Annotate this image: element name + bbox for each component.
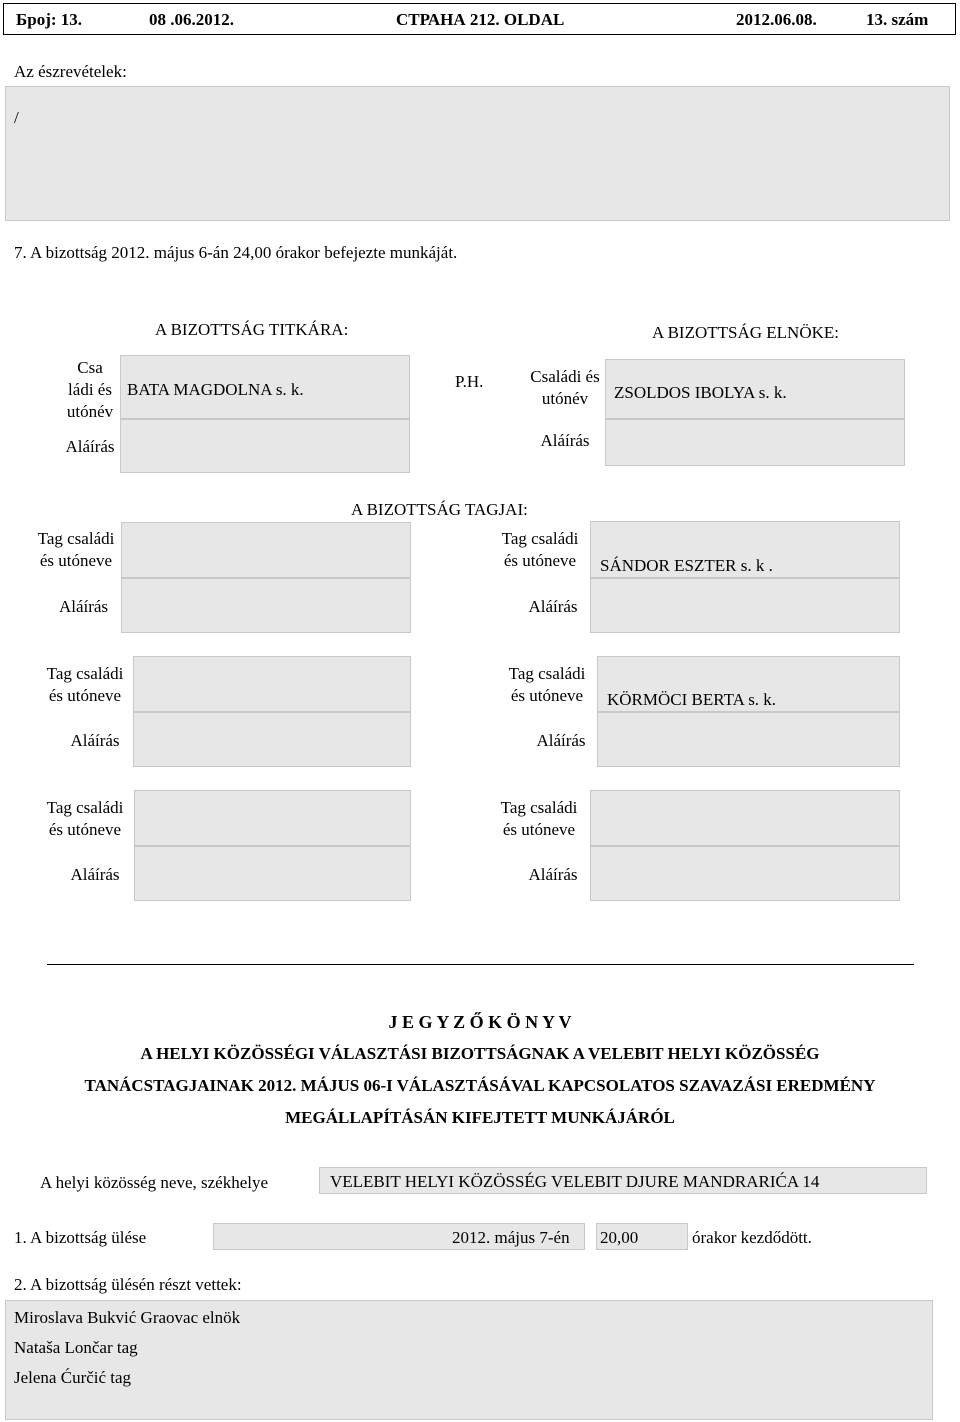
member-3-left-signature-field[interactable] bbox=[134, 846, 411, 901]
member-3-right-label: Tag családi és utóneve bbox=[500, 798, 578, 839]
issue-date-right: 2012.06.08. bbox=[736, 10, 817, 29]
president-signature-label: Aláírás bbox=[540, 431, 590, 450]
attendee-item: Miroslava Bukvić Graovac elnök bbox=[14, 1308, 241, 1327]
secretary-signature-label: Aláírás bbox=[65, 437, 115, 456]
member-2-right-label: Tag családi és utóneve bbox=[508, 664, 586, 705]
remarks-field[interactable] bbox=[5, 86, 950, 221]
community-label: A helyi közösség neve, székhelye bbox=[40, 1173, 269, 1192]
attendee-item: Jelena Ćurčić tag bbox=[14, 1368, 132, 1387]
member-2-left-name-field[interactable] bbox=[133, 656, 411, 712]
secretary-signature-field[interactable] bbox=[120, 419, 410, 473]
member-3-right-name-field[interactable] bbox=[590, 790, 900, 846]
member-2-left-label: Tag családi és utóneve bbox=[46, 664, 124, 705]
closing-line: 7. A bizottság 2012. május 6-án 24,00 órakor befejezte munkáját. bbox=[14, 243, 458, 262]
report-subtitle-line-3: MEGÁLLAPÍTÁSÁN KIFEJTETT MUNKÁJÁRÓL bbox=[285, 1108, 675, 1127]
member-2-name: KÖRMÖCI BERTA s. k. bbox=[607, 690, 777, 709]
president-name-label: Családi és utónév bbox=[530, 367, 600, 408]
issue-number-left: Број: 13. bbox=[16, 10, 83, 29]
member-2-right-signature-label: Aláírás bbox=[536, 731, 586, 750]
session-suffix: órakor kezdődött. bbox=[692, 1228, 812, 1247]
issue-date-left: 08 .06.2012. bbox=[149, 10, 234, 29]
session-date: 2012. május 7-én bbox=[452, 1228, 570, 1247]
members-heading: A BIZOTTSÁG TAGJAI: bbox=[351, 500, 528, 519]
president-heading: A BIZOTTSÁG ELNÖKE: bbox=[652, 323, 839, 342]
report-subtitle-line-1: A HELYI KÖZÖSSÉGI VÁLASZTÁSI BIZOTTSÁGNAK A VELEBIT HELYI KÖZÖSSÉG bbox=[140, 1044, 820, 1063]
member-2-left-signature-field[interactable] bbox=[133, 712, 411, 767]
remarks-value: / bbox=[14, 108, 19, 127]
member-3-left-name-field[interactable] bbox=[134, 790, 411, 846]
member-1-right-label: Tag családi és utóneve bbox=[501, 529, 579, 570]
member-1-name: SÁNDOR ESZTER s. k . bbox=[600, 556, 773, 575]
secretary-name: BATA MAGDOLNA s. k. bbox=[127, 380, 304, 399]
member-3-left-label: Tag családi és utóneve bbox=[46, 798, 124, 839]
remarks-label: Az észrevételek: bbox=[14, 62, 127, 81]
report-subtitle-line-2: TANÁCSTAGJAINAK 2012. MÁJUS 06-I VÁLASZTÁSÁVAL KAPCSOLATOS SZAVAZÁSI EREDMÉNY bbox=[84, 1076, 876, 1095]
president-name: ZSOLDOS IBOLYA s. k. bbox=[614, 383, 787, 402]
member-2-right-signature-field[interactable] bbox=[597, 712, 900, 767]
issue-number-right: 13. szám bbox=[866, 10, 929, 29]
member-3-left-signature-label: Aláírás bbox=[70, 865, 120, 884]
attendees-label: 2. A bizottság ülésén részt vettek: bbox=[14, 1275, 242, 1294]
member-2-left-signature-label: Aláírás bbox=[70, 731, 120, 750]
secretary-name-label: Csa ládi és utónév bbox=[66, 358, 114, 421]
member-3-right-signature-label: Aláírás bbox=[528, 865, 578, 884]
president-signature-field[interactable] bbox=[605, 419, 905, 466]
report-title: J E G Y Z Ő K Ö N Y V bbox=[388, 1012, 572, 1032]
community-value: VELEBIT HELYI KÖZÖSSÉG VELEBIT DJURE MANDRARIĆA 14 bbox=[330, 1172, 820, 1191]
page-header bbox=[3, 3, 956, 35]
member-1-left-signature-label: Aláírás bbox=[58, 597, 109, 616]
member-1-right-signature-field[interactable] bbox=[590, 578, 900, 633]
secretary-heading: A BIZOTTSÁG TITKÁRA: bbox=[155, 320, 349, 339]
member-1-left-label: Tag családi és utóneve bbox=[37, 529, 115, 570]
section-divider bbox=[47, 964, 914, 965]
session-label: 1. A bizottság ülése bbox=[14, 1228, 147, 1247]
stamp-placeholder: P.H. bbox=[455, 372, 484, 391]
member-1-right-signature-label: Aláírás bbox=[528, 597, 578, 616]
page-number: СТРАНА 212. OLDAL bbox=[396, 10, 565, 29]
member-1-left-name-field[interactable] bbox=[121, 522, 411, 578]
member-1-left-signature-field[interactable] bbox=[121, 578, 411, 633]
session-time: 20,00 bbox=[600, 1228, 639, 1247]
member-3-right-signature-field[interactable] bbox=[590, 846, 900, 901]
attendee-item: Nataša Lončar tag bbox=[14, 1338, 138, 1357]
